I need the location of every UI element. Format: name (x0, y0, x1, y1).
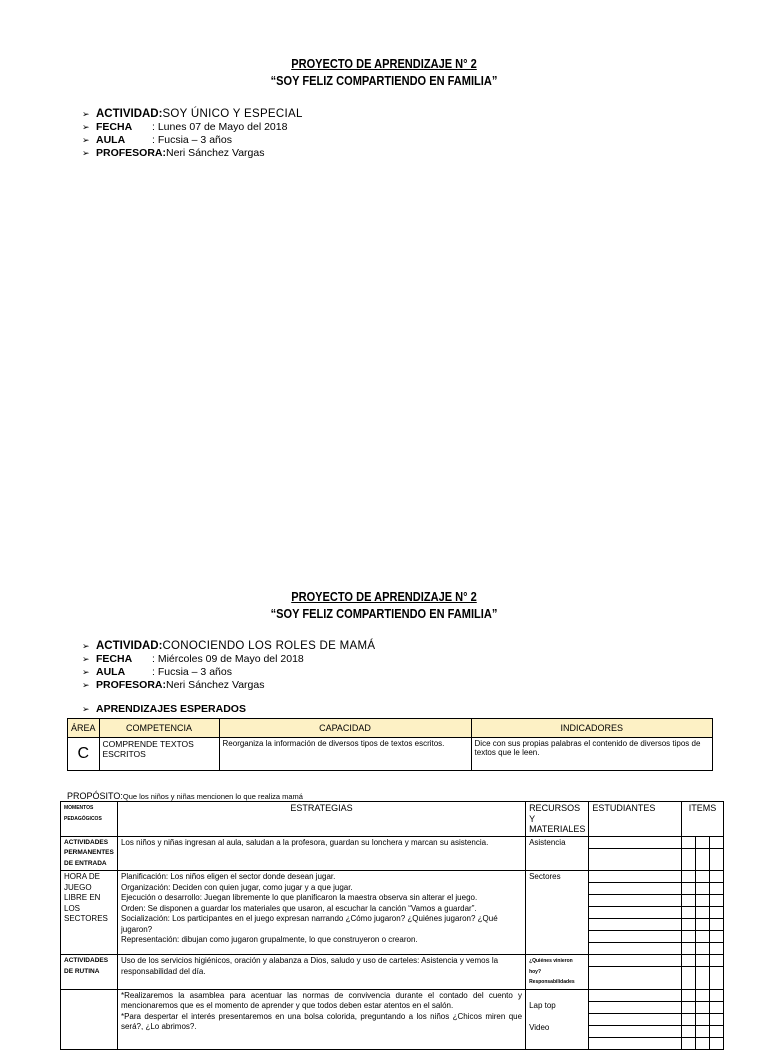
item-cells (709, 955, 723, 990)
aprendizajes-table (67, 718, 713, 771)
info-row-profesora: ➢ PROFESORA: Neri Sánchez Vargas (82, 147, 265, 159)
header-items: ITEMS (682, 802, 724, 837)
info-row-fecha: ➢ FECHA : Lunes 07 de Mayo del 2018 (82, 121, 288, 133)
header-indicadores: INDICADORES (471, 719, 712, 738)
area-cell: C (68, 738, 100, 771)
header-recursos: RECURSOS Y MATERIALES (526, 802, 589, 837)
proposito (67, 791, 303, 801)
item-cells (696, 836, 710, 871)
arrow-icon: ➢ (82, 135, 90, 145)
arrow-icon: ➢ (82, 704, 90, 714)
momento-inicio (61, 989, 118, 1049)
info-row-fecha: ➢ FECHA : Miércoles 09 de Mayo del 2018 (82, 653, 304, 665)
item-cells (682, 955, 696, 990)
activity-info-2 (82, 640, 375, 716)
arrow-icon: ➢ (82, 641, 90, 651)
item-cells (682, 989, 696, 1049)
item-cells (696, 989, 710, 1049)
header-estudiantes: ESTUDIANTES (589, 802, 682, 837)
project-title: PROYECTO DE APRENDIZAJE N° 2 (291, 56, 477, 71)
project-title-2: PROYECTO DE APRENDIZAJE N° 2 (291, 589, 477, 604)
info-row-actividad: ➢ ACTIVIDAD: SOY ÚNICO Y ESPECIAL (82, 108, 303, 120)
arrow-icon: ➢ (82, 109, 90, 119)
header-competencia: COMPETENCIA (99, 719, 219, 738)
header-area: ÁREA (68, 719, 100, 738)
item-cells (682, 836, 696, 871)
arrow-icon: ➢ (82, 148, 90, 158)
arrow-icon: ➢ (82, 680, 90, 690)
estrategia-rutina: Uso de los servicios higiénicos, oración y alabanza a Dios, saludo y uso de carteles: Asistencia y vemos la responsabilidad del día. (117, 955, 525, 990)
competencia-cell: COMPRENDE TEXTOS ESCRITOS (99, 738, 219, 771)
capacidad-cell: Reorganiza la información de diversos tipos de textos escritos. (219, 738, 471, 771)
item-cells (696, 871, 710, 955)
info-row-actividad: ➢ ACTIVIDAD: CONOCIENDO LOS ROLES DE MAMÁ (82, 640, 376, 652)
header-capacidad: CAPACIDAD (219, 719, 471, 738)
recurso-asistencia: Asistencia (526, 836, 589, 871)
header-momentos: MOMENTOS PEDAGÓGICOS (61, 802, 118, 837)
spacer (82, 692, 375, 703)
estrategias-table (60, 801, 724, 1050)
recursos-rutina: ¿Quiénes vinieron hoy? Responsabilidades (526, 955, 589, 990)
student-cells (589, 955, 682, 990)
header-estrategias: ESTRATEGIAS (117, 802, 525, 837)
arrow-icon: ➢ (82, 654, 90, 664)
info-row-aula: ➢ AULA : Fucsia – 3 años (82, 134, 232, 146)
momento-juego: HORA DE JUEGO LIBRE EN LOS SECTORES (61, 871, 118, 955)
proposito-label: PROPÓSITO: (67, 791, 123, 801)
arrow-icon: ➢ (82, 122, 90, 132)
proposito-text: Que los niños y niñas mencionen lo que realiza mamá (122, 792, 303, 801)
indicadores-cell: Dice con sus propias palabras el contenido de diversos tipos de textos que le leen. (471, 738, 712, 771)
estrategia-entrada: Los niños y niñas ingresan al aula, saludan a la profesora, guardan su lonchera y marcan su asistencia. (117, 836, 525, 871)
estrategia-inicio: *Realizaremos la asamblea para acentuar las normas de convivencia durante el contado del cuento y mencionaremos que es el momento de aprender y que todos deben estar atentos en el salón. *Para despertar el interés presentaremos en una bolsa colorida, preguntando a los niños ¿Chicos miren que será?, ¿Lo abrimos?. (117, 989, 525, 1049)
info-row-aula: ➢ AULA : Fucsia – 3 años (82, 666, 232, 678)
item-cells (709, 871, 723, 955)
info-row-profesora: ➢ PROFESORA: Neri Sánchez Vargas (82, 679, 265, 691)
estrategia-juego: Planificación: Los niños eligen el sector donde desean jugar. Organización: Deciden con quien jugar, como jugar y a que jugar. Ejecución o desarrollo: Juegan libremente lo que planificaron la maestra observa sin alterar el juego. Orden: Se disponen a guardar los materiales que usaron, al escuchar la canción “Vamos a guardar”. Socialización: Los participantes en el juego expresan narrando ¿Cómo jugaron? ¿Quiénes jugaron? ¿Qué jugaron? Representación: dibujan como jugaron grupalmente, lo que construyeron o crearon. (117, 871, 525, 955)
info-row-aprendizajes: ➢ APRENDIZAJES ESPERADOS (82, 703, 246, 715)
arrow-icon: ➢ (82, 667, 90, 677)
momento-rutina: ACTIVIDADES DE RUTINA (61, 955, 118, 990)
student-cells (589, 871, 682, 955)
student-cells (589, 989, 682, 1049)
item-cells (696, 955, 710, 990)
item-cells (709, 989, 723, 1049)
recursos-inicio: Lap top Video (526, 989, 589, 1049)
momento-entrada: ACTIVIDADES PERMANENTES DE ENTRADA (61, 836, 118, 871)
project-subtitle: “SOY FELIZ COMPARTIENDO EN FAMILIA” (270, 73, 498, 88)
recurso-sectores: Sectores (526, 871, 589, 955)
student-cells (589, 836, 682, 871)
project-subtitle-2: “SOY FELIZ COMPARTIENDO EN FAMILIA” (270, 606, 498, 621)
item-cells (682, 871, 696, 955)
activity-info (82, 108, 303, 160)
item-cells (709, 836, 723, 871)
